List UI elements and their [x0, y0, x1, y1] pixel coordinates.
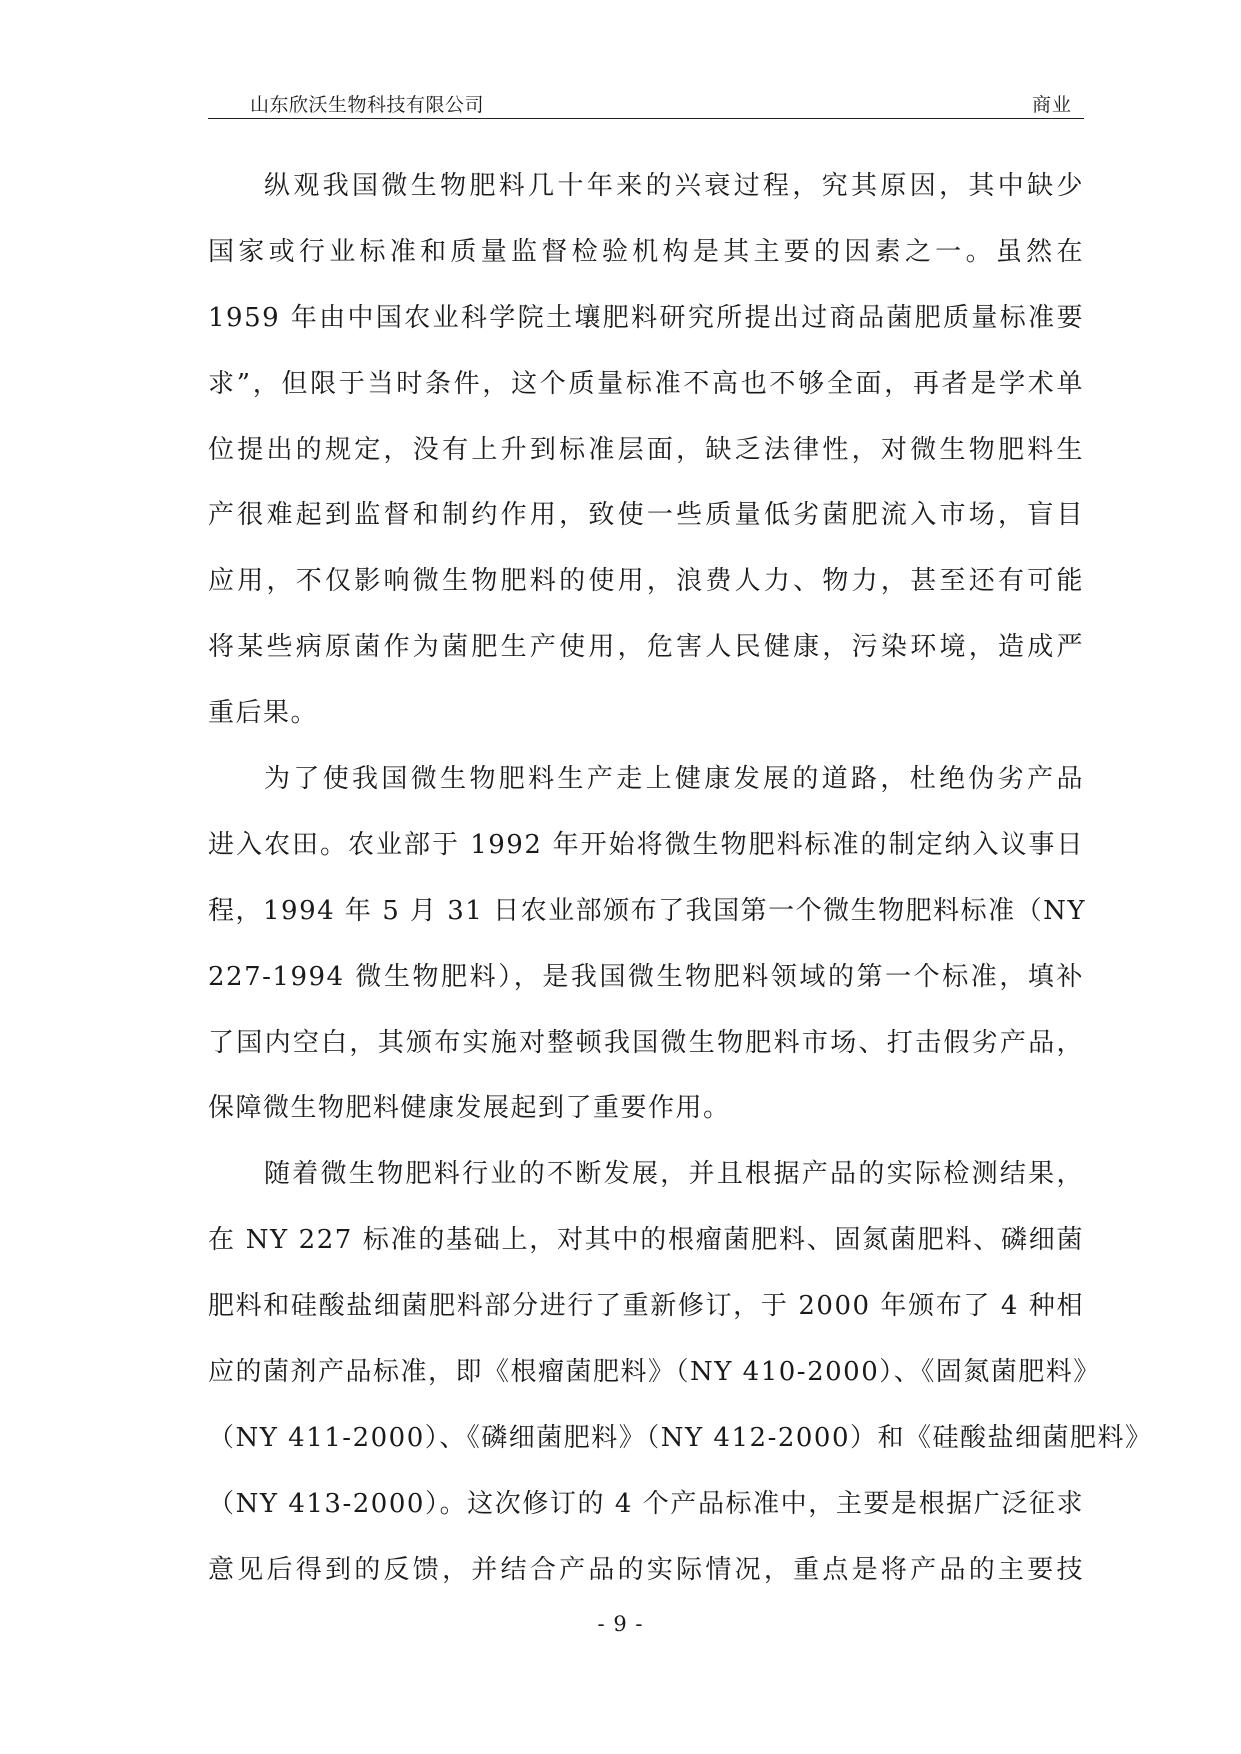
- text-line: （NY 411-2000）、《磷细菌肥料》（NY 412-2000）和《硅酸盐细菌肥料》: [208, 1422, 1153, 1453]
- text-line: 227-1994 微生物肥料），是我国微生物肥料领域的第一个标准，填补: [208, 961, 1084, 992]
- page-number: - 9 -: [597, 1612, 644, 1636]
- text-line: 随着微生物肥料行业的不断发展，并且根据产品的实际检测结果，: [264, 1159, 1084, 1190]
- text-line: 将某些病原菌作为菌肥生产使用，危害人民健康，污染环境，造成严: [208, 632, 1084, 663]
- text-line: （NY 413-2000）。这次修订的 4 个产品标准中，主要是根据广泛征求: [208, 1488, 1084, 1519]
- text-line: 应用，不仅影响微生物肥料的使用，浪费人力、物力，甚至还有可能: [208, 566, 1084, 597]
- text-line: 在 NY 227 标准的基础上，对其中的根瘤菌肥料、固氮菌肥料、磷细菌: [208, 1225, 1084, 1256]
- text-line: 了国内空白，其颁布实施对整顿我国微生物肥料市场、打击假劣产品，: [208, 1027, 1084, 1058]
- header-category: 商业: [1031, 94, 1072, 116]
- text-line: 纵观我国微生物肥料几十年来的兴衰过程，究其原因，其中缺少: [264, 171, 1084, 201]
- text-line: 程，1994 年 5 月 31 日农业部颁布了我国第一个微生物肥料标准（NY: [208, 895, 1087, 926]
- text-line: 进入农田。农业部于 1992 年开始将微生物肥料标准的制定纳入议事日: [208, 829, 1084, 860]
- text-line: 重后果。: [208, 698, 319, 729]
- header-company-name: 山东欣沃生物科技有限公司: [250, 94, 485, 116]
- text-line: 保障微生物肥料健康发展起到了重要作用。: [208, 1093, 731, 1124]
- text-line: 意见后得到的反馈，并结合产品的实际情况，重点是将产品的主要技: [208, 1554, 1084, 1585]
- text-line: 位提出的规定，没有上升到标准层面，缺乏法律性，对微生物肥料生: [208, 434, 1084, 465]
- text-line: 为了使我国微生物肥料生产走上健康发展的道路，杜绝伪劣产品: [264, 764, 1084, 795]
- text-line: 肥料和硅酸盐细菌肥料部分进行了重新修订，于 2000 年颁布了 4 种相: [208, 1291, 1084, 1322]
- text-line: 应的菌剂产品标准，即《根瘤菌肥料》（NY 410-2000）、《固氮菌肥料》: [208, 1357, 1101, 1388]
- text-line: 产很难起到监督和制约作用，致使一些质量低劣菌肥流入市场，盲目: [208, 500, 1084, 531]
- text-line: 1959 年由中国农业科学院土壤肥料研究所提出过商品菌肥质量标准要: [208, 302, 1084, 333]
- body-text: [208, 166, 1153, 1616]
- page-header: [208, 86, 1084, 119]
- text-line: 求”，但限于当时条件，这个质量标准不高也不够全面，再者是学术单: [208, 368, 1084, 399]
- text-line: 国家或行业标准和质量监督检验机构是其主要的因素之一。虽然在: [208, 236, 1084, 267]
